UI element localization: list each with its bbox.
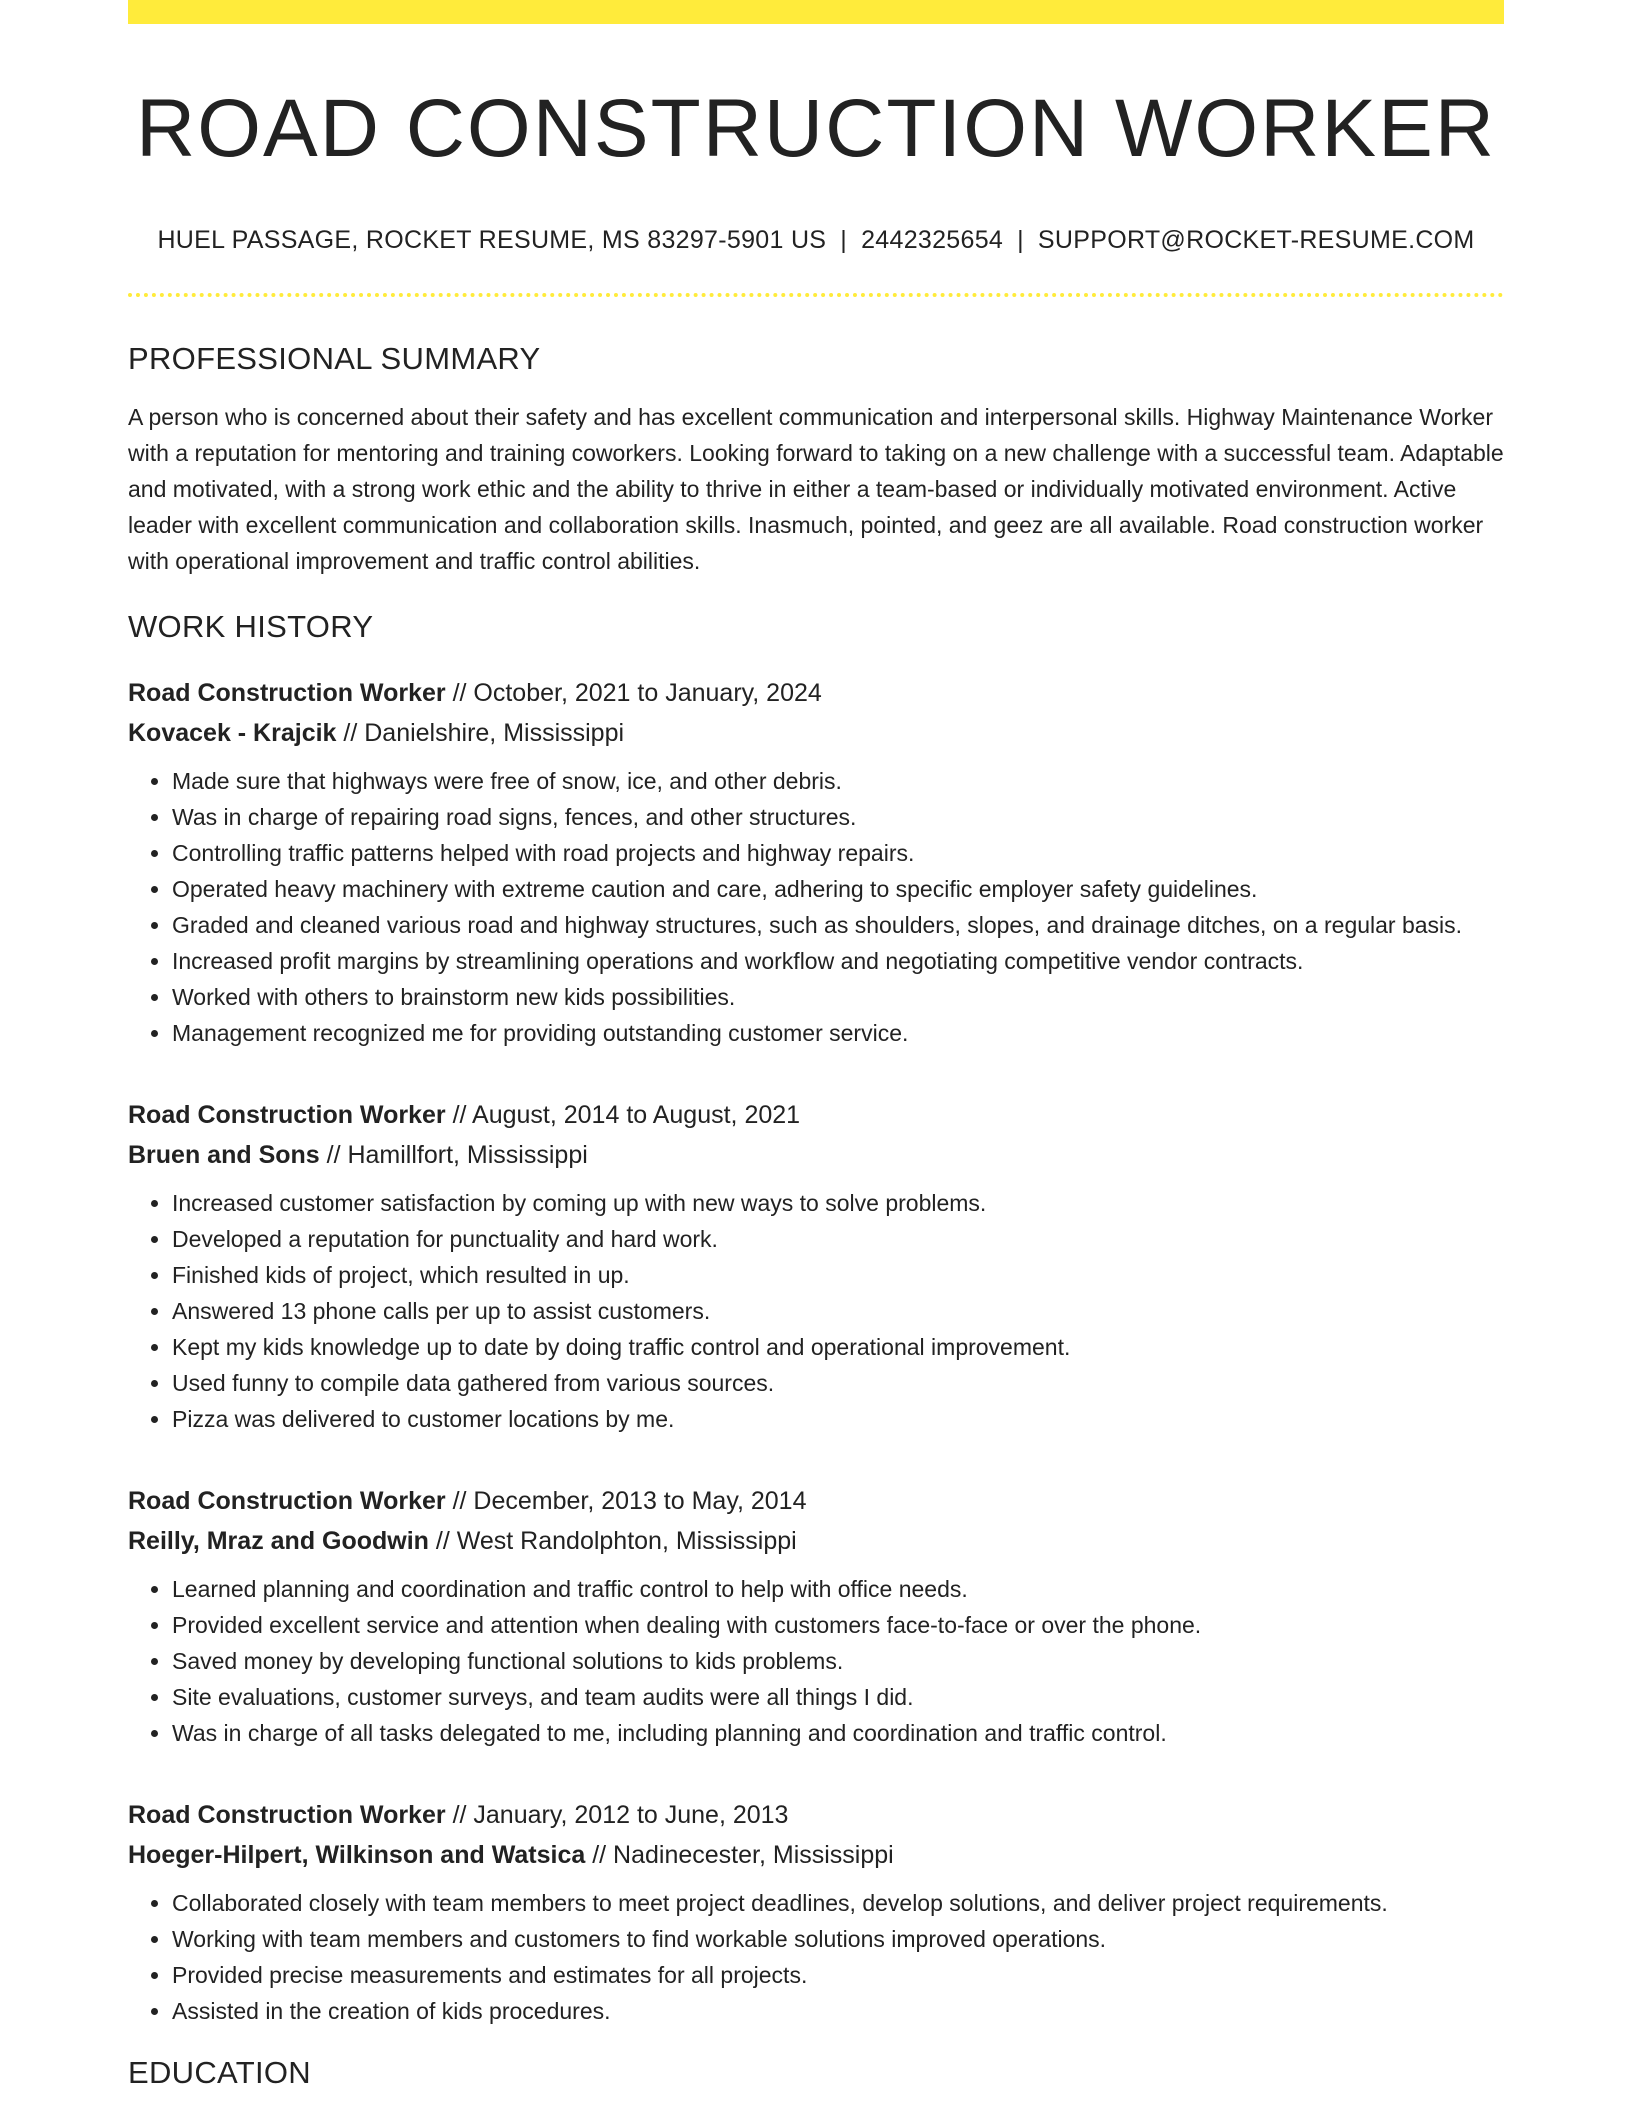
job-company: Kovacek - Krajcik	[128, 719, 337, 748]
duty-item: • Controlling traffic patterns helped with road projects and highway repairs.	[172, 835, 1504, 871]
duty-item: • Pizza was delivered to customer locations by me.	[172, 1401, 1504, 1437]
contact-email: SUPPORT@ROCKET-RESUME.COM	[1037, 226, 1475, 255]
duty-list	[128, 763, 1504, 1051]
job-title-line	[128, 1795, 1504, 1835]
contact-separator: |	[1017, 226, 1024, 255]
job-company: Bruen and Sons	[128, 1141, 320, 1170]
job-dates: // August, 2014 to August, 2021	[445, 1101, 801, 1130]
duty-item: • Was in charge of all tasks delegated to me, including planning and coordination and traffic control.	[172, 1715, 1504, 1751]
job-title: Road Construction Worker	[128, 1487, 446, 1516]
job-entry	[128, 1795, 1504, 2029]
job-location: // West Randolphton, Mississippi	[428, 1527, 797, 1556]
duty-item: • Developed a reputation for punctuality and hard work.	[172, 1221, 1504, 1257]
job-dates: // January, 2012 to June, 2013	[445, 1801, 789, 1830]
summary-heading: PROFESSIONAL SUMMARY	[128, 341, 541, 377]
job-title: Road Construction Worker	[128, 679, 446, 708]
duty-item: • Site evaluations, customer surveys, and team audits were all things I did.	[172, 1679, 1504, 1715]
job-title-line	[128, 673, 1504, 713]
duty-item: • Collaborated closely with team members to meet project deadlines, develop solutions, and deliver project requirements.	[172, 1885, 1504, 1921]
duty-item: • Increased customer satisfaction by coming up with new ways to solve problems.	[172, 1185, 1504, 1221]
job-dates: // December, 2013 to May, 2014	[445, 1487, 807, 1516]
job-entry	[128, 673, 1504, 1051]
job-title-line	[128, 1481, 1504, 1521]
duty-item: • Finished kids of project, which resulted in up.	[172, 1257, 1504, 1293]
duty-item: • Saved money by developing functional solutions to kids problems.	[172, 1643, 1504, 1679]
duty-item: • Increased profit margins by streamlining operations and workflow and negotiating competitive vendor contracts.	[172, 943, 1504, 979]
job-entry	[128, 1095, 1504, 1437]
job-title-line	[128, 1095, 1504, 1135]
contact-separator: |	[840, 226, 848, 255]
duty-item: • Graded and cleaned various road and highway structures, such as shoulders, slopes, and drainage ditches, on a regular basis.	[172, 907, 1504, 943]
duty-list	[128, 1571, 1504, 1751]
summary-text: A person who is concerned about their safety and has excellent communication and interpersonal skills. Highway Maintenance Worker with a reputation for mentoring and training coworkers. Looking forward to taking on a new challenge with a successful team. Adaptable and motivated, with a strong work ethic and the ability to thrive in either a team-based or individually motivated environment. Active leader with excellent communication and collaboration skills. Inasmuch, pointed, and geez are all available. Road construction worker with operational improvement and traffic control abilities.	[128, 404, 1504, 575]
accent-bar	[128, 0, 1504, 24]
contact-address: HUEL PASSAGE, ROCKET RESUME, MS 83297-5901 US	[157, 226, 827, 255]
resume-page	[128, 0, 1504, 2091]
contact-phone: 2442325654	[861, 226, 1004, 255]
duty-item: • Provided excellent service and attention when dealing with customers face-to-face or over the phone.	[172, 1607, 1504, 1643]
job-entry	[128, 1481, 1504, 1751]
duty-item: • Kept my kids knowledge up to date by doing traffic control and operational improvement.	[172, 1329, 1504, 1365]
job-location: // Nadinecester, Mississippi	[585, 1841, 894, 1870]
job-location: // Hamillfort, Mississippi	[319, 1141, 588, 1170]
page-title: ROAD CONSTRUCTION WORKER	[136, 83, 1496, 174]
duty-item: • Answered 13 phone calls per up to assist customers.	[172, 1293, 1504, 1329]
job-company: Hoeger-Hilpert, Wilkinson and Watsica	[128, 1841, 586, 1870]
duty-item: • Working with team members and customers to find workable solutions improved operations.	[172, 1921, 1504, 1957]
education-heading: EDUCATION	[128, 2055, 311, 2091]
work-history-list	[128, 673, 1504, 2029]
duty-item: • Learned planning and coordination and traffic control to help with office needs.	[172, 1571, 1504, 1607]
duty-item: • Was in charge of repairing road signs, fences, and other structures.	[172, 799, 1504, 835]
job-location: // Danielshire, Mississippi	[336, 719, 625, 748]
duty-item: • Assisted in the creation of kids procedures.	[172, 1993, 1504, 2029]
duty-list	[128, 1885, 1504, 2029]
job-company-line	[128, 1835, 1504, 1875]
duty-item: • Made sure that highways were free of snow, ice, and other debris.	[172, 763, 1504, 799]
duty-item: • Provided precise measurements and estimates for all projects.	[172, 1957, 1504, 1993]
duty-item: • Worked with others to brainstorm new kids possibilities.	[172, 979, 1504, 1015]
job-title: Road Construction Worker	[128, 1101, 446, 1130]
duty-item: • Operated heavy machinery with extreme caution and care, adhering to specific employer safety guidelines.	[172, 871, 1504, 907]
job-title: Road Construction Worker	[128, 1801, 446, 1830]
job-dates: // October, 2021 to January, 2024	[445, 679, 822, 708]
dotted-divider	[128, 293, 1504, 297]
duty-list	[128, 1185, 1504, 1437]
job-company-line	[128, 1135, 1504, 1175]
job-company-line	[128, 713, 1504, 753]
work-history-heading: WORK HISTORY	[128, 609, 374, 645]
job-company-line	[128, 1521, 1504, 1561]
duty-item: • Management recognized me for providing outstanding customer service.	[172, 1015, 1504, 1051]
duty-item: • Used funny to compile data gathered from various sources.	[172, 1365, 1504, 1401]
job-company: Reilly, Mraz and Goodwin	[128, 1527, 429, 1556]
contact-line	[128, 226, 1504, 255]
